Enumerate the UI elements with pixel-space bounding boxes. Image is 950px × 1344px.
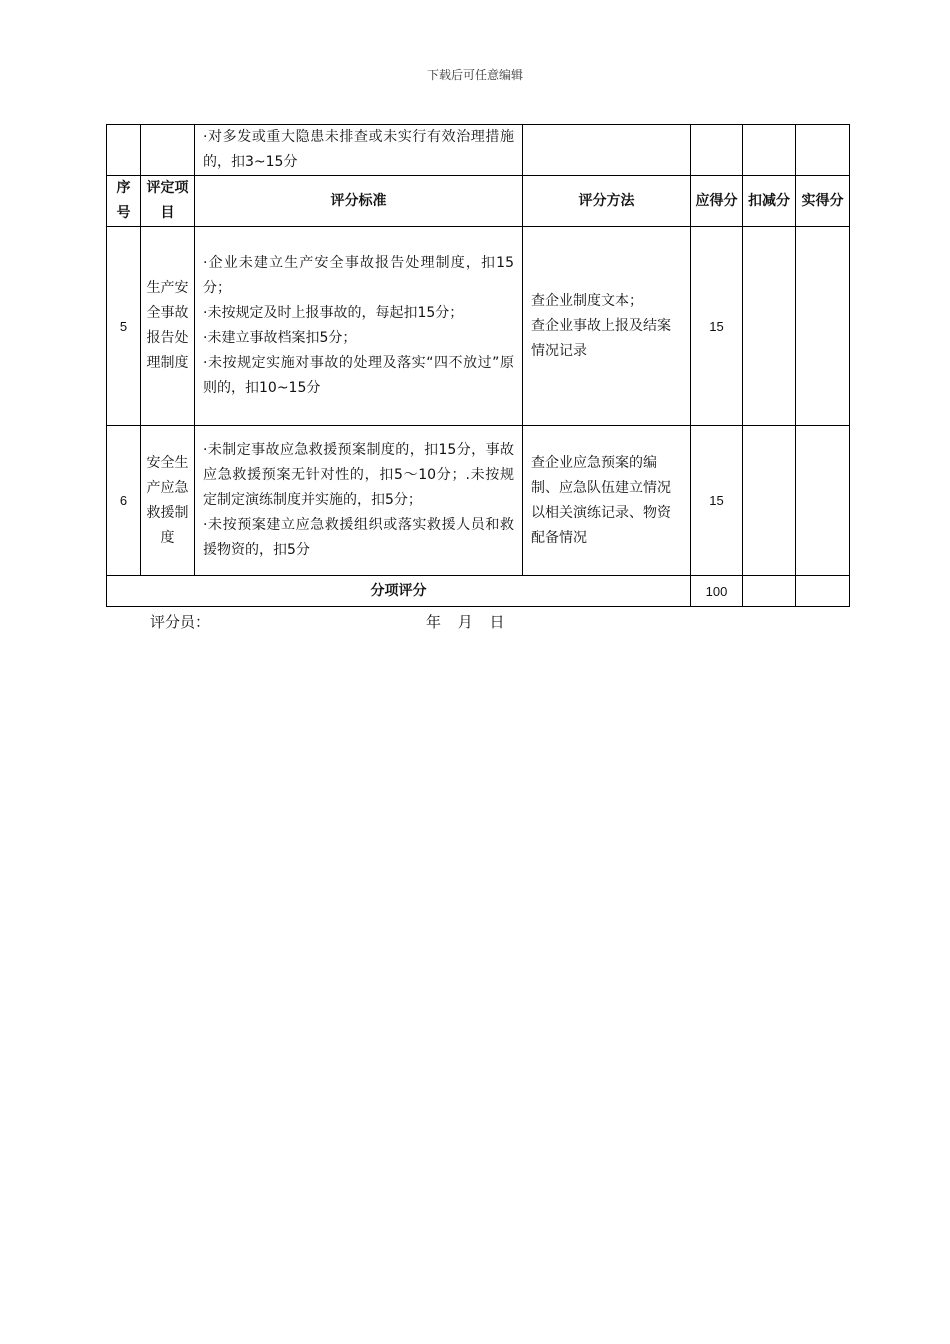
subtotal-deduct-score bbox=[743, 576, 796, 607]
subtotal-row bbox=[107, 576, 850, 607]
header-item: 评定项目 bbox=[141, 176, 195, 227]
row-should-score: 15 bbox=[691, 426, 743, 576]
scoring-table bbox=[106, 124, 850, 607]
subtotal-label: 分项评分 bbox=[107, 576, 691, 607]
continued-actual-cell bbox=[796, 125, 850, 176]
header-deduct: 扣减分 bbox=[743, 176, 796, 227]
row-method bbox=[523, 227, 691, 426]
rater-label: 评分员： bbox=[150, 613, 211, 631]
row-deduct-score bbox=[743, 426, 796, 576]
row-criteria bbox=[195, 227, 523, 426]
continued-deduct-cell bbox=[743, 125, 796, 176]
header-criteria: 评分标准 bbox=[195, 176, 523, 227]
criteria-line: ·未按规定实施对事故的处理及落实“四不放过”原则的，扣10~15分 bbox=[203, 355, 514, 396]
row-actual-score bbox=[796, 227, 850, 426]
method-line: 查企业制度文本； bbox=[531, 292, 643, 309]
row-seq: 5 bbox=[107, 227, 141, 426]
table-row bbox=[107, 227, 850, 426]
subtotal-should-score: 100 bbox=[691, 576, 743, 607]
continued-criteria-cell bbox=[195, 125, 523, 176]
row-item: 生产安全事故报告处理制度 bbox=[141, 227, 195, 426]
row-item: 安全生产应急救援制度 bbox=[141, 426, 195, 576]
continued-should-cell bbox=[691, 125, 743, 176]
header-actual: 实得分 bbox=[796, 176, 850, 227]
continued-method-cell bbox=[523, 125, 691, 176]
continued-seq-cell bbox=[107, 125, 141, 176]
date-label: 年 月 日 bbox=[426, 613, 505, 631]
subtotal-actual-score bbox=[796, 576, 850, 607]
criteria-line: ·未制定事故应急救援预案制度的，扣15分，事故应急救援预案无针对性的，扣5～10分；.未按规定制定演练制度并实施的，扣5分； bbox=[203, 442, 514, 508]
criteria-line: ·企业未建立生产安全事故报告处理制度，扣15分； bbox=[203, 255, 514, 296]
continued-item-cell bbox=[141, 125, 195, 176]
header-method: 评分方法 bbox=[523, 176, 691, 227]
criteria-line: ·未建立事故档案扣5分； bbox=[203, 330, 357, 346]
method-line: 查企业事故上报及结案情况记录 bbox=[531, 317, 671, 359]
table-row bbox=[107, 426, 850, 576]
row-seq: 6 bbox=[107, 426, 141, 576]
page-header: 下载后可任意编辑 bbox=[426, 68, 523, 82]
row-actual-score bbox=[796, 426, 850, 576]
row-should-score: 15 bbox=[691, 227, 743, 426]
header-seq: 序号 bbox=[107, 176, 141, 227]
continued-criteria-text: ·对多发或重大隐患未排查或未实行有效治理措施的，扣3~15分 bbox=[203, 129, 514, 170]
header-should: 应得分 bbox=[691, 176, 743, 227]
header-row bbox=[107, 176, 850, 227]
method-line: 查企业应急预案的编制、应急队伍建立情况以相关演练记录、物资配备情况 bbox=[531, 454, 671, 546]
criteria-line: ·未按规定及时上报事故的，每起扣15分； bbox=[203, 305, 464, 321]
row-method bbox=[523, 426, 691, 576]
criteria-line: ·未按预案建立应急救援组织或落实救援人员和救援物资的，扣5分 bbox=[203, 517, 514, 558]
row-deduct-score bbox=[743, 227, 796, 426]
row-criteria bbox=[195, 426, 523, 576]
continued-row bbox=[107, 125, 850, 176]
